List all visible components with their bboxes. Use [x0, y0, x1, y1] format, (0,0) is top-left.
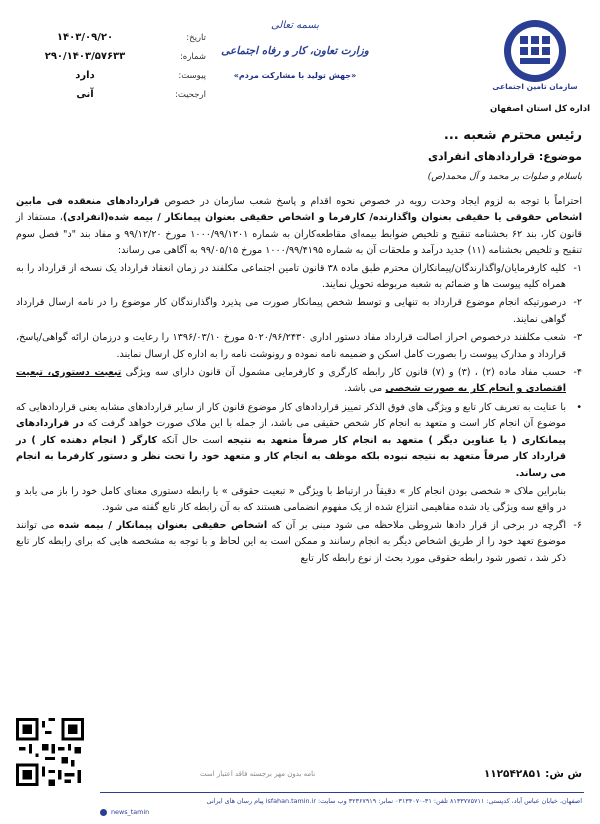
item-number: ۳-: [573, 332, 582, 344]
number-row: [16, 47, 206, 66]
social-handle[interactable]: news_tamin: [111, 808, 150, 816]
item4-part-c: می باشد.: [344, 383, 386, 395]
list-item: [16, 365, 582, 398]
list-item: [16, 261, 582, 294]
date-label: تاریخ:: [186, 32, 206, 43]
item-number: ۲-: [573, 297, 582, 309]
item-text: [16, 365, 566, 398]
item6-part-c: می توانند موضوع تعهد خود را از طریق اشخاص دیگر به انجام رسانند و ممکن است به این لحاظ و با توجه به مشخصه هایی که برای رابطه کار تابع ذکر شد ، تصور شود رابطه حقوقی مورد بحث از نوع رابطه کار تابع: [16, 519, 566, 564]
bullet-part-b: در قراردادهای پیمانکاری ( یا عناوین دیگر ) متعهد به انجام کار صرفاً متعهد به نتیجه: [16, 418, 566, 446]
bullet-part-c: است حال آنکه: [156, 434, 228, 446]
greeting: باسلام و صلوات بر محمد و آل محمد(ص): [427, 172, 582, 182]
attachment-row: [16, 66, 206, 85]
intro-part-2: قراردادهای منعقده فی مابین اشخاص حقوقی یا حقیقی بعنوان واگذارنده/ کارفرما و اشخاص حقیقی بعنوان پیمانکار / بیمه شده(انفرادی): [16, 196, 582, 224]
intro-part-1: احتراماً با توجه به لزوم ایجاد وحدت رویه در خصوص نحوه اقدام و پاسخ شعب سازمان در خصوص: [159, 196, 583, 207]
list-item: [16, 295, 582, 328]
explanation-paragraph: بنابراین ملاک « شخصی بودن انجام کار » دقیقاً در ارتباط با ویژگی « تبعیت حقوقی » یا رابطه دستوری معنای کامل خود را باز می یابد و در واقع سه ویژگی یاد شده مفاهیمی انتزاع شده از یک مفهوم انضمامی هستند که به آن رابطه کار تابع گفته می شود.: [16, 485, 566, 514]
subject-text: قراردادهای انفرادی: [427, 150, 535, 163]
item-text: شعب مکلفند درخصوص احراز اصالت قرارداد مفاد دستور اداری ۵۰۲۰/۹۶/۲۴۳۰ مورخ ۱۳۹۶/۰۳/۱۰ را رعایت و درزمان ارائه گواهی/پاسخ، قرارداد و مدارک پیوست را بصورت کامل اسکن و ضمیمه نامه نموده و رونوشت نامه را به اداره کل ارسال نمایند.: [16, 332, 566, 360]
organization-logo-icon: [500, 18, 570, 84]
item-bullet: •: [576, 401, 582, 413]
subject-line: [428, 150, 582, 163]
item4-part-a: حسب مفاد ماده (۲) ، (۳) و (۷) قانون کار رابطه کارگری و کارفرمایی مشمول آن قانون دارای سه ویژگی: [121, 367, 566, 379]
letterhead-logo-block: [480, 18, 590, 91]
intro-part-3: ، مستفاد از قانون کار، بند ۶۲ بخشنامه تنقیح و تلخیص ضوابط بیمه‌ای مقاطعه‌کاران به شماره ۱۰۰۰/۹۹/۱۲۰۱ مورخ ۹۹/۱۲/۲۰ و مفاد بند "د" فصل سوم تنقیح و تلخیص بخشنامه (۱۱) جدید درآمد و ملحقات آن به شماره ۱۰۰۰/۹۹/۴۱۹۵ مورخ ۹۹/۰۵/۱۵ به آگاهی می رساند:: [16, 212, 582, 257]
reference-number: ش ش: ۱۱۲۵۴۲۸۵۱: [483, 768, 582, 780]
item-number: ۱-: [573, 262, 582, 274]
item-number: ۴-: [573, 367, 582, 379]
number-label: شماره:: [179, 51, 206, 62]
addressee: رئیس محترم شعبه ...: [443, 128, 582, 143]
letter-meta: [16, 28, 206, 104]
footer-divider: [100, 792, 584, 793]
footer-social: [100, 808, 149, 816]
item-text: [16, 518, 566, 567]
basmala: بسمه تعالی: [270, 20, 320, 31]
list-item: [16, 400, 582, 482]
date-value: ۱۴۰۳/۰۹/۲۰: [56, 32, 114, 43]
validity-note: نامه بدون مهر برجسته فاقد اعتبار است: [200, 770, 316, 778]
date-row: [16, 28, 206, 47]
organization-name: سازمان تامین اجتماعی: [492, 82, 578, 91]
qr-code-icon: [16, 718, 84, 786]
item6-part-b: اشخاص حقیقی بعنوان پیمانکار / بیمه شده: [58, 519, 268, 531]
item-text: [16, 400, 566, 482]
ministry-name: وزارت تعاون، کار و رفاه اجتماعی: [221, 45, 369, 57]
attachment-value: دارد: [75, 70, 95, 81]
subject-label: موضوع:: [538, 150, 582, 163]
footer-address: اصفهان، خیابان عباس آباد، کدپستی: ۸۱۳۳۷۷۵۷۱۱ تلفن: ۳۱-۰۳۱۳۴۰۷۰ نمابر: ۳۲۳۶۷۹۱۹ وب سایت: isfahan.tamin.ir پیام رسان های ایرانی: [206, 797, 582, 805]
intro-paragraph: [16, 194, 582, 260]
item-number: ۶-: [573, 519, 582, 531]
number-value: ۲۹۰/۱۴۰۳/۵۷۶۳۳: [44, 51, 126, 62]
item-text: کلیه کارفرمایان/واگذارندگان/پیمانکاران محترم طبق ماده ۳۸ قانون تامین اجتماعی مکلفند در زمان انعقاد قرارداد یک نسخه از قرارداد را به همراه کلیه پیوست ها و ضمائم به شعبه مربوطه تحویل نمایند.: [16, 262, 566, 291]
letter-body: [16, 194, 582, 569]
social-media-icon: [100, 809, 107, 816]
attachment-label: پیوست:: [178, 70, 206, 81]
letterhead-center: [220, 20, 370, 80]
bullet-part-a: با عنایت به تعریف کار تابع و ویژگی های فوق الذکر تمییز قراردادهای کار موضوع قانون کار از سایر قراردادهای مشابه یعنی قراردادهایی که موضوع آن انجام کار است و متعهد به انجام کار شخص حقیقی می باشد، از جمله با این ملاک صورت خواهد گرفت که: [16, 401, 566, 430]
list-item: [16, 518, 582, 567]
item4-part-b: تبعیت دستوری، تبعیت اقتصادی و انجام کار به صورت شخصی: [16, 367, 566, 395]
priority-row: [16, 85, 206, 104]
priority-label: ارجحیت:: [175, 89, 206, 100]
item6-part-a: اگرچه در برخی از قرار دادها شروطی ملاحظه می شود مبنی بر آن که: [267, 519, 566, 531]
list-item: [16, 330, 582, 363]
bullet-part-d: کارگر ( انجام دهنده کار ) در قرارداد کار صرفاً متعهد به نتیجه نبوده بلکه موظف به انجام کار و متعهد خود را تحت نظر و دستور کارفرما به انجام می رساند.: [16, 434, 566, 479]
province-office: اداره کل استان اصفهان: [490, 104, 590, 114]
priority-value: آنی: [76, 89, 94, 100]
slogan: «جهش تولید با مشارکت مردم»: [233, 71, 357, 80]
item-text: درصورتیکه انجام موضوع قرارداد به تنهایی و توسط شخص پیمانکار صورت می پذیرد واگذارندگان کار موضوع را در نامه ارسال قرارداد گواهی نمایند.: [16, 297, 566, 325]
